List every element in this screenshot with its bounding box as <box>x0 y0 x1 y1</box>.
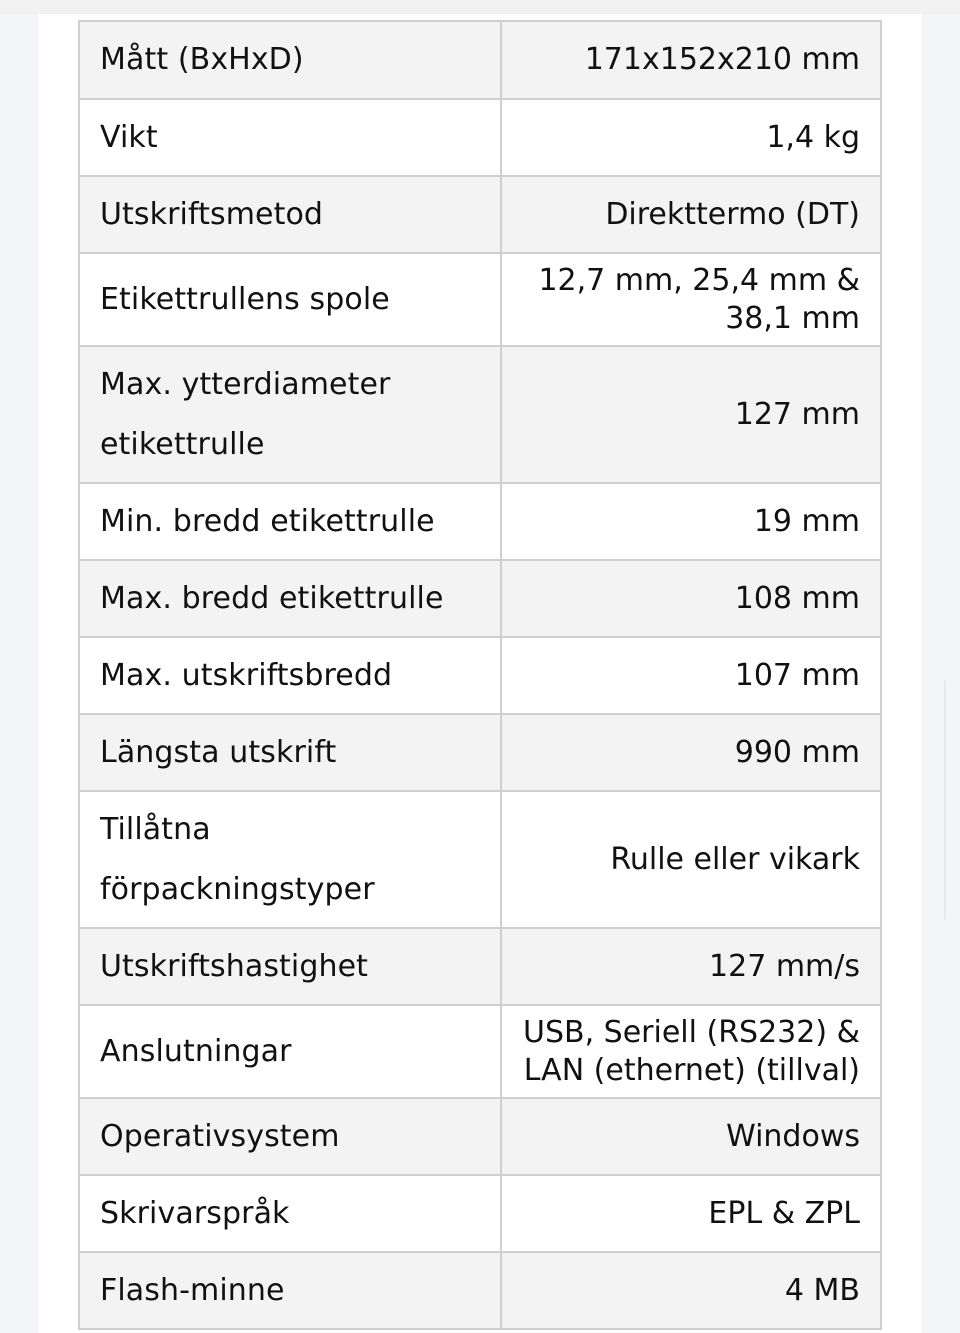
spec-label: Flash-minne <box>79 1252 501 1329</box>
spec-value: 127 mm/s <box>501 928 881 1005</box>
spec-label: Max. utskriftsbredd <box>79 637 501 714</box>
spec-value: 1,4 kg <box>501 99 881 176</box>
spec-label: Utskriftshastighet <box>79 928 501 1005</box>
spec-label: Max. ytterdiameter etikettrulle <box>79 346 501 483</box>
spec-label: Utskriftsmetod <box>79 176 501 253</box>
spec-value: 107 mm <box>501 637 881 714</box>
spec-value: 990 mm <box>501 714 881 791</box>
scroll-indicator <box>944 680 946 920</box>
spec-label: Max. bredd etikettrulle <box>79 560 501 637</box>
spec-label: Operativsystem <box>79 1098 501 1175</box>
spec-value: 108 mm <box>501 560 881 637</box>
spec-row-max-print-length <box>79 714 881 791</box>
spec-row-printer-language <box>79 1175 881 1252</box>
spec-value: 171x152x210 mm <box>501 21 881 99</box>
spec-label: Mått (BxHxD) <box>79 21 501 99</box>
spec-row-print-method <box>79 176 881 253</box>
spec-label: Vikt <box>79 99 501 176</box>
spec-value: USB, Seriell (RS232) & LAN (ethernet) (tillval) <box>501 1005 881 1098</box>
spec-row-min-width <box>79 483 881 560</box>
spec-label: Etikettrullens spole <box>79 253 501 346</box>
spec-value: EPL & ZPL <box>501 1175 881 1252</box>
spec-value: 12,7 mm, 25,4 mm & 38,1 mm <box>501 253 881 346</box>
spec-value: Windows <box>501 1098 881 1175</box>
spec-label: Anslutningar <box>79 1005 501 1098</box>
spec-row-operating-system <box>79 1098 881 1175</box>
spec-row-dimensions <box>79 21 881 99</box>
spec-row-connections <box>79 1005 881 1098</box>
spec-row-max-outer-diameter <box>79 346 881 483</box>
spec-row-weight <box>79 99 881 176</box>
spec-table <box>78 20 882 1330</box>
spec-row-label-core <box>79 253 881 346</box>
spec-value: Rulle eller vikark <box>501 791 881 928</box>
top-edge-strip <box>0 0 960 14</box>
spec-row-max-width <box>79 560 881 637</box>
spec-label: Skrivarspråk <box>79 1175 501 1252</box>
spec-row-flash-memory <box>79 1252 881 1329</box>
spec-value: 127 mm <box>501 346 881 483</box>
spec-row-print-speed <box>79 928 881 1005</box>
spec-label: Min. bredd etikettrulle <box>79 483 501 560</box>
spec-value: Direkttermo (DT) <box>501 176 881 253</box>
spec-row-packaging-types <box>79 791 881 928</box>
spec-label: Längsta utskrift <box>79 714 501 791</box>
spec-row-max-print-width <box>79 637 881 714</box>
spec-value: 19 mm <box>501 483 881 560</box>
spec-label: Tillåtna förpackningstyper <box>79 791 501 928</box>
spec-value: 4 MB <box>501 1252 881 1329</box>
